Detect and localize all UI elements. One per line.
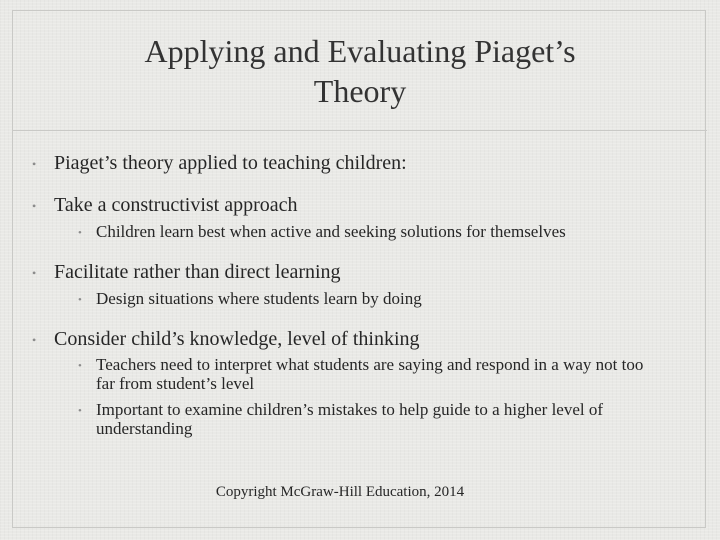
sub-bullet-text: Teachers need to interpret what students are saying and respond in a way not too far from student’s level — [96, 355, 644, 393]
sub-bullet-icon: • — [78, 404, 82, 417]
bullet-item — [32, 328, 420, 351]
bullet-text: Piaget’s theory applied to teaching children: — [54, 152, 407, 174]
bullet-item — [32, 194, 298, 217]
sub-bullet-item — [78, 289, 678, 310]
bullet-icon: • — [32, 266, 37, 281]
sub-bullet-text: Children learn best when active and seeking solutions for themselves — [96, 222, 566, 241]
copyright-footer: Copyright McGraw-Hill Education, 2014 — [215, 484, 465, 500]
sub-bullet-icon: • — [78, 226, 82, 239]
bullet-item — [32, 261, 341, 284]
bullet-icon: • — [32, 199, 37, 214]
sub-bullet-item — [78, 400, 678, 438]
bullet-text: Consider child’s knowledge, level of thinking — [54, 328, 420, 350]
bullet-text: Take a constructivist approach — [54, 194, 298, 216]
sub-bullet-text: Design situations where students learn by doing — [96, 289, 422, 308]
sub-bullet-item — [78, 355, 678, 393]
bullet-icon: • — [32, 333, 37, 348]
bullet-item — [32, 152, 407, 175]
bullet-text: Facilitate rather than direct learning — [54, 261, 341, 283]
bullet-icon: • — [32, 157, 37, 172]
sub-bullet-text: Important to examine children’s mistakes to help guide to a higher level of understanding — [96, 400, 604, 438]
slide-title: Applying and Evaluating Piaget’s Theory — [144, 32, 576, 109]
sub-bullet-icon: • — [78, 293, 82, 306]
sub-bullet-item — [78, 222, 678, 243]
title-box — [13, 11, 707, 131]
sub-bullet-icon: • — [78, 359, 82, 372]
